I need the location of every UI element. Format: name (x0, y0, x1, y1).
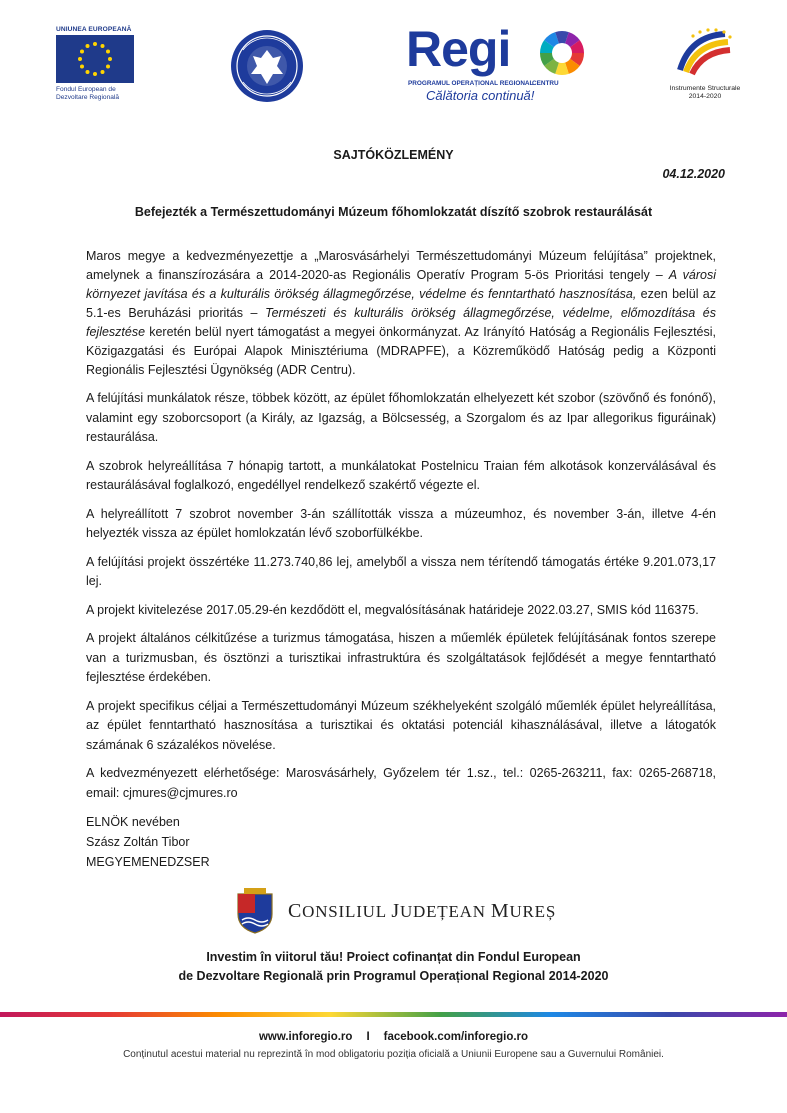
county-council-logo (228, 888, 557, 934)
structural-instruments-logo (660, 26, 750, 101)
press-release-body (86, 247, 716, 872)
paragraph-1 (86, 247, 716, 380)
signature-line-2: Szász Zoltán Tibor (86, 835, 190, 849)
paragraph-6: A projekt kivitelezése 2017.05.29-én kezdődött el, megvalósításának határideje 2022.03.27, SMIS kód 116375. (86, 602, 699, 617)
eu-caption-line-1: Fondul European de (56, 86, 116, 93)
regio-logo (404, 21, 589, 110)
p1-part-d: Természeti és kulturális örökség állagmegőrzése, védelme, előmozdítása és fejlesztése (86, 306, 716, 339)
structural-instruments-icon (670, 26, 740, 80)
cj-word-udetean: UDEȚEAN (399, 902, 491, 921)
paragraph-8: A projekt specifikus céljai a Természettudományi Múzeum székhelyeként szolgáló műemlék épület helyreállítása, az épület fenntartható hasznosítása a turisztikai és oktatási potenciál kihasználásával, illetve a látogatók számának 6 százalékos növelése. (86, 698, 716, 752)
eu-star-icon (108, 57, 112, 61)
eu-logo-title: UNIUNEA EUROPEANĂ (56, 26, 132, 33)
eu-star-icon (93, 42, 97, 46)
signature-line-3: MEGYEMENEDZSER (86, 855, 210, 869)
signature-line-1: ELNÖK nevében (86, 815, 180, 829)
eu-star-icon (106, 50, 110, 54)
eu-logo (56, 26, 140, 102)
eu-star-icon (93, 72, 97, 76)
disclaimer: Conținutul acestui material nu reprezintă în mod obligatoriu poziția oficială a Uniunii Europene sau a Guvernului României. (123, 1049, 664, 1060)
paragraph-9: A kedvezményezett elérhetősége: Marosvásárhely, Győzelem tér 1.sz., tel.: 0265-263211, fax: 0265-268718, email: cjmures@cjmures.ro (86, 766, 716, 800)
regio-slogan: Călătoria continuă! (426, 88, 535, 103)
headline: Befejezték a Természettudományi Múzeum főhomlokzatát díszítő szobrok restaurálását (134, 205, 653, 219)
cj-word-onsiliul: ONSILIUL (302, 902, 392, 921)
eu-star-icon (86, 44, 90, 48)
paragraph-4: A helyreállított 7 szobrot november 3-án szállították vissza a múzeumhoz, és november 3-án, illetve 4-én helyezték vissza az épület homlokzatán lévő szoborfülkékbe. (86, 506, 716, 540)
cj-word-ures: UREȘ (509, 902, 557, 921)
eu-caption-line-2: Dezvoltare Regională (56, 94, 120, 101)
regio-color-wheel-icon (539, 30, 585, 76)
website-link[interactable]: www.inforegio.ro (258, 1031, 353, 1043)
press-release-title: SAJTÓKÖZLEMÉNY (333, 148, 454, 162)
release-date: 04.12.2020 (662, 167, 725, 181)
paragraph-5: A felújítási projekt összértéke 11.273.740,86 lej, amelyből a vissza nem térítendő támogatás értéke 9.201.073,17 lej. (86, 554, 716, 588)
eu-star-icon (101, 70, 105, 74)
footer-links (0, 1031, 787, 1043)
cj-letter-j: J (391, 900, 400, 922)
regio-wordmark: Regi (406, 21, 511, 77)
regio-program-name: PROGRAMUL OPERAȚIONAL REGIONAL (408, 80, 534, 87)
eu-star-icon (106, 65, 110, 69)
facebook-link[interactable]: facebook.com/inforegio.ro (383, 1031, 529, 1043)
eu-star-icon (86, 70, 90, 74)
paragraph-7: A projekt általános célkitűzése a turizmus támogatása, hiszen a műemlék épületek felújításának fontos szerepe van a turizmusban, és ösztönzi a turisztikai infrastruktúra és szolgáltatások fejlődését a megye fenntartható fejlesztése érdekében. (86, 631, 716, 684)
government-seal-logo (229, 28, 305, 109)
cj-letter-c: C (288, 900, 303, 922)
p1-part-b: A városi környezet javítása és a kulturális örökség állagmegőrzése, védelme és fenntartható hasznosítása, (86, 268, 716, 301)
rainbow-divider (0, 1012, 787, 1017)
is-caption-line-1: Instrumente Structurale (669, 85, 741, 92)
eu-star-icon (78, 57, 82, 61)
eu-star-icon (101, 44, 105, 48)
investment-statement (0, 948, 787, 986)
county-council-name (288, 900, 556, 923)
structural-instruments-caption (660, 85, 750, 101)
county-coat-of-arms-icon (234, 888, 276, 934)
eu-logo-caption (56, 86, 140, 102)
eu-star-icon (80, 50, 84, 54)
regio-region-name: CENTRU (532, 80, 559, 87)
is-caption-line-2: 2014-2020 (688, 93, 722, 100)
eu-flag-icon (56, 35, 134, 83)
investment-statement-line-1: Investim în viitorul tău! Proiect cofinanțat din Fondul European (206, 950, 581, 964)
cj-letter-m: M (490, 900, 510, 922)
p1-part-a: Maros megye a kedvezményezettje a „Marosvásárhelyi Természettudományi Múzeum felújítása” projektnek, amelynek a finanszírozására a 2014-2020-as Regionális Operatív Program 5-ös Prioritási tengely – (86, 249, 716, 282)
government-seal-icon (229, 28, 305, 104)
eu-star-icon (80, 65, 84, 69)
p1-part-e: keretén belül nyert támogatást a megyei önkormányzat. Az Irányító Hatóság a Regionális Fejlesztési, Közigazgatási és Európai Alapok Minisztériuma (MDRAPFE), a Közreműködő Hatóság pedig a Központi Regionális Fejlesztési Ügynökség (ADR Centru). (86, 325, 716, 377)
p1-part-c: ezen belül az 5.1-es Beruházási prioritás – (86, 287, 716, 320)
paragraph-3: A szobrok helyreállítása 7 hónapig tartott, a munkálatokat Postelnicu Traian fém alkotások konzerválásával és restaurálásával foglalkozó, engedéllyel rendelkező szakértő végezte el. (86, 458, 716, 492)
paragraph-2: A felújítási munkálatok része, többek között, az épület főhomlokzatán elhelyezett két szobor (szövőnő és fonónő), valamint egy szoborcsoport (a Király, az Igazság, a Bölcsesség, a Szorgalom és az Ipar allegorikus figuráinak) restaurálása. (86, 391, 716, 444)
link-separator: I (366, 1031, 370, 1043)
investment-statement-line-2: de Dezvoltare Regională prin Programul Operațional Regional 2014-2020 (178, 969, 609, 983)
